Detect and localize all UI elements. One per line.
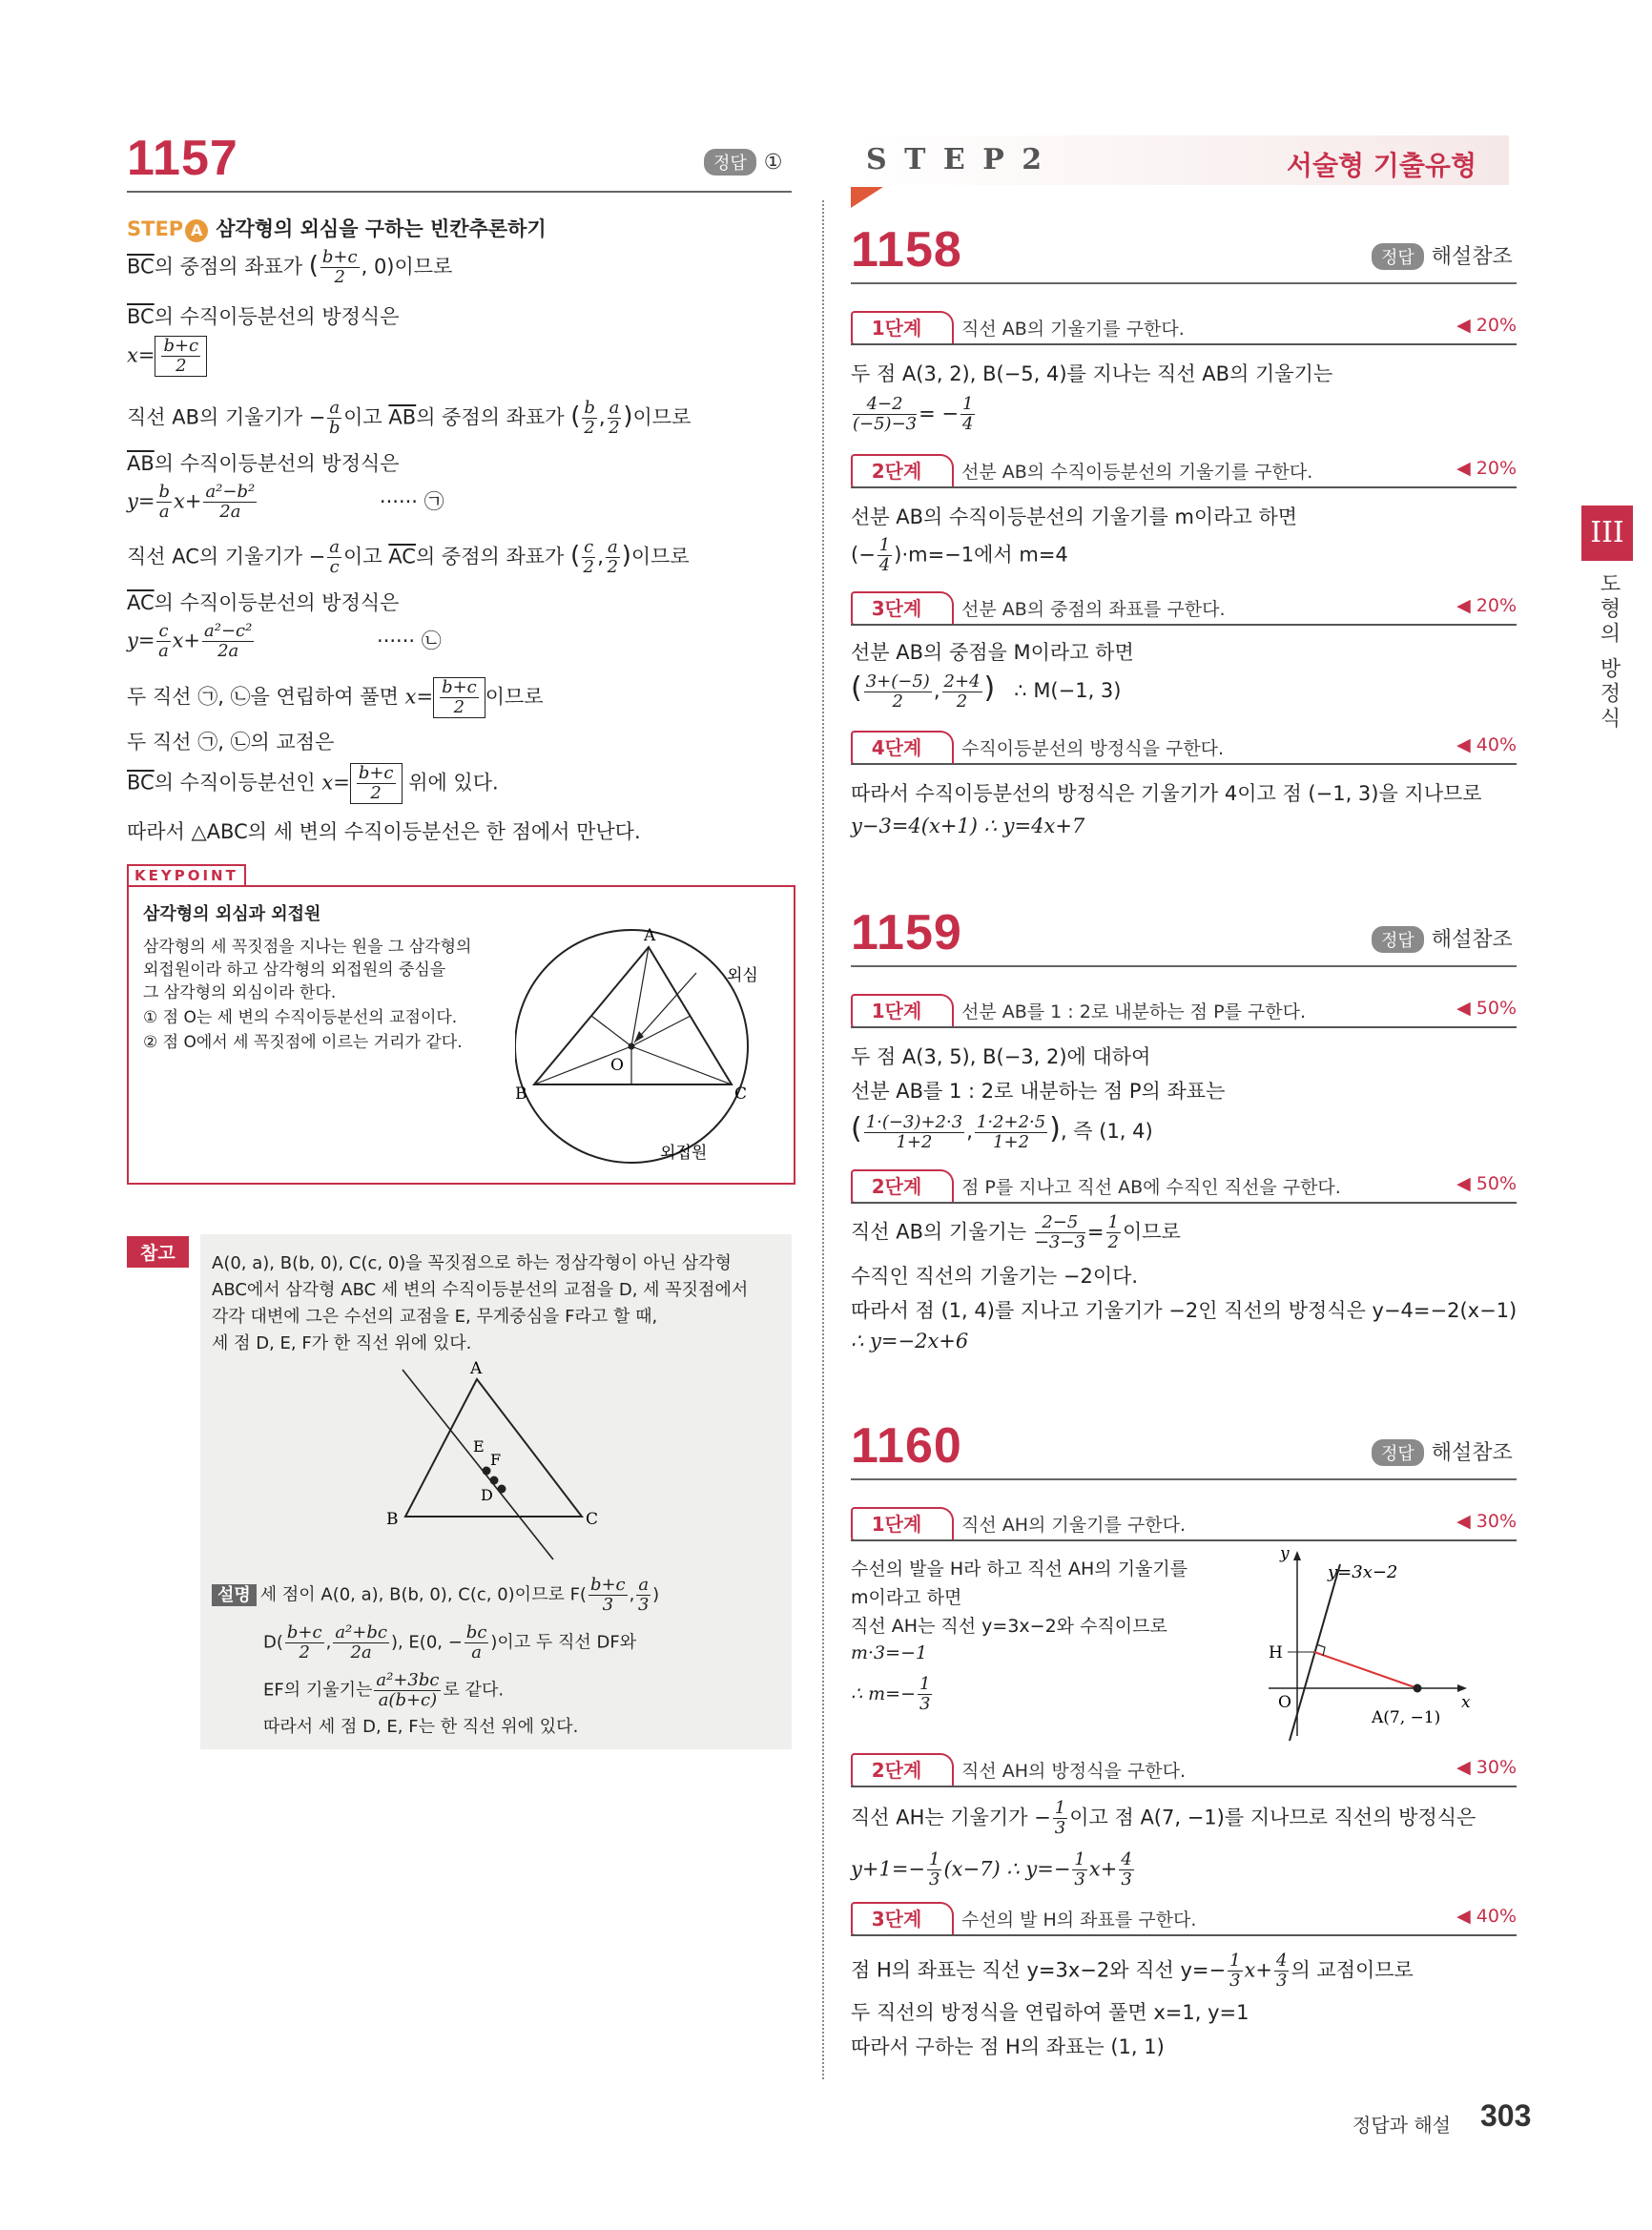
problem-number-1159: 1159 (851, 905, 962, 960)
circumcircle-figure (515, 916, 792, 1173)
ref-text-3: 각각 대변에 그은 수선의 교점을 E, 무게중심을 F라고 할 때, (212, 1307, 658, 1327)
p1158-line-5: 선분 AB의 중점을 M이라고 하면 (851, 641, 1134, 664)
keypoint-title: 삼각형의 외심과 외접원 (143, 904, 321, 924)
header-rule (127, 191, 792, 193)
line-5: $\overline{AB}$의 수직이등분선의 방정식은 (127, 452, 400, 475)
keypoint-text-4: ① 점 O는 세 변의 수직이등분선의 교점이다. (143, 1008, 458, 1027)
answer-1159: 정답 해설참조 (1372, 923, 1513, 953)
keypoint-text-1: 삼각형의 세 꼭짓점을 지나는 원을 그 삼각형의 (143, 938, 472, 957)
fig-a-label: A(7, −1) (1372, 1708, 1441, 1727)
column-divider (822, 200, 824, 2079)
p1160-line-4: m·3=−1 (851, 1642, 928, 1663)
problem-number-1158: 1158 (851, 222, 962, 278)
p1159-line-3: ( $\frac{1\cdot(-3)+2\cdot 3}{1+2}$ , $\frac{1\cdot 2+2\cdot 5}{1+2}$ ), 즉 (1, 4) (851, 1111, 1153, 1152)
ref-label-f: F (490, 1451, 502, 1469)
euler-line (403, 1370, 553, 1559)
p1160-line-8: 점 H의 좌표는 직선 y=3x−2와 직선 y=− $\frac{1}{3}$ x+ $\frac{4}{3}$ 의 교점이므로 (851, 1951, 1414, 1991)
ref-expl-3: EF의 기울기는 $\frac{\text{a²+3bc}}{a(b+c)}$ 로 같다. (263, 1670, 505, 1710)
line-6: y= $\frac{b}{a}$ x+ $\frac{\text{a²−b²}}{2a}$ ······ ㉠ (127, 482, 444, 522)
euler-line-figure (382, 1354, 610, 1564)
ref-text-4: 세 점 D, E, F가 한 직선 위에 있다. (212, 1333, 472, 1353)
line-12: $\overline{BC}$의 수직이등분선인 x= $\frac{b+c}{2}$ 위에 있다. (127, 763, 499, 803)
problem-number-1160: 1160 (851, 1418, 962, 1474)
fig-y-label: y (1280, 1545, 1290, 1563)
ref-expl-4: 따라서 세 점 D, E, F는 한 직선 위에 있다. (263, 1717, 579, 1737)
ref-label-c: C (586, 1510, 599, 1529)
p1158-line-7: 따라서 수직이등분선의 방정식은 기울기가 4이고 점 (−1, 3)을 지나므로 (851, 782, 1482, 805)
p1159-line-4: 직선 AB의 기울기는 $\frac{2-5}{-3-3}$ = $\frac{1}{2}$ 이므로 (851, 1212, 1181, 1252)
triangle-abc (534, 947, 732, 1084)
p1158-line-8: y−3=4(x+1) ∴ y=4x+7 (851, 815, 1085, 837)
p1160-step-2: 2단계 직선 AH의 방정식을 구한다. ◀ 30% (851, 1753, 1517, 1786)
label-c: C (734, 1084, 748, 1104)
step-a-title: STEP A 삼각형의 외심을 구하는 빈칸추론하기 (127, 217, 547, 240)
answer-1157: 정답 ① (704, 149, 783, 176)
line-11: 두 직선 ㉠, ㉡의 교점은 (127, 731, 335, 754)
p1158-step-3: 3단계 선분 AB의 중점의 좌표를 구한다. ◀ 20% (851, 591, 1517, 624)
problem-number-1157: 1157 (127, 131, 238, 186)
p1160-line-9: 두 직선의 방정식을 연립하여 풀면 x=1, y=1 (851, 2001, 1249, 2024)
label-b: B (515, 1084, 527, 1104)
p1160-line-7: y+1=− $\frac{1}{3}$ (x−7) ∴ y=− $\frac{1}{3}$ x+ $\frac{4}{3}$ (851, 1849, 1132, 1889)
p1159-line-5: 수직인 직선의 기울기는 −2이다. (851, 1265, 1139, 1288)
p1160-line-3: 직선 AH는 직선 y=3x−2와 수직이므로 (851, 1616, 1167, 1637)
p1159-line-1: 두 점 A(3, 5), B(−3, 2)에 대하여 (851, 1045, 1151, 1068)
line-2: $\overline{BC}$의 수직이등분선의 방정식은 (127, 305, 400, 328)
chapter-title: 도형의 방정식 (1597, 572, 1621, 732)
ref-label-e: E (473, 1437, 485, 1456)
page-number: 303 (1480, 2098, 1532, 2133)
p1159-line-6: 따라서 점 (1, 4)를 지나고 기울기가 −2인 직선의 방정식은 y−4=−2(x−1) (851, 1299, 1518, 1322)
answer-1160: 정답 해설참조 (1372, 1436, 1513, 1466)
ref-expl-1: 설명 세 점이 A(0, a), B(b, 0), C(c, 0)이므로 F( $\frac{b+c}{3}$ , $\frac{a}{3}$ ) (212, 1576, 659, 1615)
p1160-line-2: m이라고 하면 (851, 1587, 962, 1608)
fig-x-label: x (1461, 1693, 1471, 1712)
line-4: 직선 AB의 기울기가 − $\frac{a}{b}$ 이고 $\overline{AB}$의 중점의 좌표가 ( $\frac{b}{2}$ , $\frac{a}{2}$ )이므로 (127, 398, 692, 438)
label-circumcenter: 외심 (727, 966, 758, 985)
p1160-line-10: 따라서 구하는 점 H의 좌표는 (1, 1) (851, 2035, 1165, 2058)
p1159-step-1: 1단계 선분 AB를 1 : 2로 내분하는 점 P를 구한다. ◀ 50% (851, 994, 1517, 1026)
fig-o-label: O (1278, 1693, 1291, 1712)
label-o: O (610, 1056, 624, 1075)
line-1: $\overline{BC}$의 중점의 좌표가 ( $\frac{b+c}{2}$ , 0)이므로 (127, 247, 453, 287)
chapter-tab: III (1581, 506, 1633, 561)
p1160-step-3: 3단계 수선의 발 H의 좌표를 구한다. ◀ 40% (851, 1902, 1517, 1934)
line-13: 따라서 △ABC의 세 변의 수직이등분선은 한 점에서 만난다. (127, 820, 641, 843)
answer-badge: 정답 (704, 149, 756, 176)
keypoint-tag: KEYPOINT (127, 864, 246, 887)
p1158-step-4: 4단계 수직이등분선의 방정식을 구한다. ◀ 40% (851, 731, 1517, 763)
fig-h-label: H (1269, 1643, 1283, 1662)
p1158-line-3: 선분 AB의 수직이등분선의 기울기를 m이라고 하면 (851, 506, 1298, 528)
step2-label: S T E P 2 (866, 143, 1046, 176)
ref-text-2: ABC에서 삼각형 ABC 세 변의 수직이등분선의 교점을 D, 세 꼭짓점에서 (212, 1280, 749, 1300)
step2-title: 서술형 기출유형 (1286, 150, 1476, 181)
line-8: $\overline{AC}$의 수직이등분선의 방정식은 (127, 591, 400, 614)
p1158-line-4: (− $\frac{1}{4}$ )·m=−1에서 m=4 (851, 535, 1068, 575)
label-a: A (644, 926, 656, 945)
line-7: 직선 AC의 기울기가 − $\frac{a}{c}$ 이고 $\overline{AC}$의 중점의 좌표가 ( $\frac{c}{2}$ , $\frac{a}{2}$ )이므로 (127, 537, 690, 577)
keypoint-text-2: 외접원이라 하고 삼각형의 외접원의 중심을 (143, 960, 446, 980)
p1158-step-1: 1단계 직선 AB의 기울기를 구한다. ◀ 20% (851, 311, 1517, 343)
p1160-line-1: 수선의 발을 H라 하고 직선 AH의 기울기를 (851, 1559, 1188, 1580)
p1159-step-2: 2단계 점 P를 지나고 직선 AB에 수직인 직선을 구한다. ◀ 50% (851, 1169, 1517, 1202)
line-9: y= $\frac{c}{a}$ x+ $\frac{\text{a²−c²}}{2a}$ ······ ㉡ (127, 621, 442, 661)
p1158-line-6: ( $\frac{3+(-5)}{2}$ , $\frac{2+4}{2}$ ) ∴ M(−1, 3) (851, 671, 1122, 712)
keypoint-text-3: 그 삼각형의 외심이라 한다. (143, 983, 337, 1002)
footer-label: 정답과 해설 (1353, 2114, 1451, 2137)
ref-text-1: A(0, a), B(b, 0), C(c, 0)을 꼭짓점으로 하는 정삼각형이 아닌 삼각형 (212, 1253, 732, 1273)
step2-header (851, 135, 1509, 185)
line-3: x= $\frac{b+c}{2}$ (127, 336, 207, 377)
p1159-line-7: ∴ y=−2x+6 (851, 1330, 969, 1352)
ref-expl-2: D( $\frac{b+c}{2}$ , $\frac{\text{a²+bc}}{2a}$ ), E(0, − $\frac{bc}{a}$ )이고 두 직선 DF와 (263, 1622, 637, 1662)
header-flag (851, 187, 883, 208)
segment-ah (1314, 1652, 1417, 1688)
ref-label-a: A (470, 1359, 483, 1378)
p1158-line-1: 두 점 A(3, 2), B(−5, 4)를 지나는 직선 AB의 기울기는 (851, 362, 1333, 385)
answer-1158: 정답 해설참조 (1372, 240, 1513, 270)
p1159-line-2: 선분 AB를 1 : 2로 내분하는 점 P의 좌표는 (851, 1080, 1226, 1103)
reference-tag: 참고 (127, 1236, 189, 1268)
label-circumcircle: 외접원 (660, 1144, 708, 1163)
perpendicular-foot-figure (1259, 1545, 1517, 1755)
p1158-step-2: 2단계 선분 AB의 수직이등분선의 기울기를 구한다. ◀ 20% (851, 454, 1517, 486)
p1160-line-5: ∴ m=− $\frac{1}{3}$ (851, 1674, 931, 1714)
p1160-line-6: 직선 AH는 기울기가 − $\frac{1}{3}$ 이고 점 A(7, −1)를 지나므로 직선의 방정식은 (851, 1798, 1476, 1838)
line-10: 두 직선 ㉠, ㉡을 연립하여 풀면 x= $\frac{b+c}{2}$ 이므로 (127, 677, 544, 717)
fig-line-label: y=3x−2 (1328, 1562, 1398, 1582)
p1158-line-2: $\frac{4-2}{(-5)-3}$ = − $\frac{1}{4}$ (853, 394, 974, 434)
ref-label-b: B (386, 1510, 399, 1529)
keypoint-text-5: ② 점 O에서 세 꼭짓점에 이르는 거리가 같다. (143, 1033, 463, 1052)
ref-label-d: D (481, 1486, 493, 1504)
p1160-step-1: 1단계 직선 AH의 기울기를 구한다. ◀ 30% (851, 1507, 1517, 1539)
triangle-abc-ref (405, 1379, 582, 1517)
